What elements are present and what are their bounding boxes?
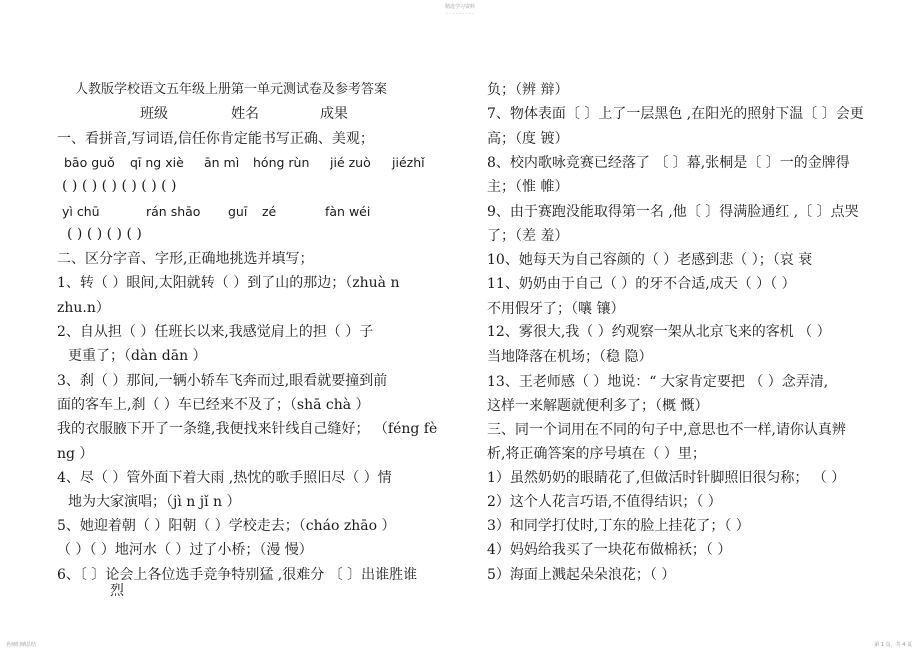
- text-line: 主；（惟 帷）: [487, 179, 569, 195]
- text-line: guī: [228, 204, 248, 219]
- text-line: yì chū: [62, 204, 100, 219]
- text-line: 3）和同学打仗时,丁东的脸上挂花了；（ ）: [487, 518, 750, 534]
- text-line: 7、物体表面〔 〕上了一层黑色 ,在阳光的照射下温〔 〕会更: [487, 106, 864, 122]
- text-line: 6、〔 〕论会上各位选手竞争特别猛 ,很难分 〔 〕出谁胜谁: [57, 567, 418, 583]
- text-line: hóng rùn: [253, 155, 310, 170]
- text-line: zé: [262, 204, 277, 219]
- text-line: 11、奶奶由于自己（ ）的牙不合适,成天（ ）（ ）: [487, 276, 796, 292]
- text-line: 当地降落在机场；（稳 隐）: [487, 349, 653, 365]
- text-line: 姓名: [231, 106, 259, 122]
- text-line: 地为大家演唱；（jì n jǐ n ）: [68, 494, 241, 510]
- text-line: fàn wéi: [325, 204, 371, 219]
- text-line: 析,将正确答案的序号填在（ ）里；: [487, 446, 706, 462]
- footer-left: 名师归纳总结: [6, 642, 37, 648]
- header-watermark-line1: 精选学习资料: [444, 4, 475, 10]
- text-line: 4、尽（ ）管外面下着大雨 ,热忱的歌手照旧尽（ ）情: [57, 470, 392, 486]
- text-line: zhu.n）: [57, 300, 110, 316]
- text-line: 成果: [320, 106, 348, 122]
- text-line: ( ) ( ) ( ) ( ) ( ) ( ): [62, 178, 177, 194]
- text-line: 5）海面上溅起朵朵浪花；（ ）: [487, 567, 676, 583]
- text-line: 8、校内歌咏竞赛已经落了 〔 〕幕,张桐是〔 〕一的金牌得: [487, 155, 850, 171]
- text-line: 我的衣服腋下开了一条缝,我便找来针线自己缝好； （féng fè: [57, 421, 438, 437]
- text-line: 面的客车上,刹（ ）车已经来不及了；（shā chà ）: [57, 397, 370, 413]
- text-line: jiézhǐ: [392, 155, 425, 170]
- text-line: 3、刹（ ）那间,一辆小轿车飞奔而过,眼看就要撞到前: [57, 373, 388, 389]
- text-line: 4）妈妈给我买了一块花布做棉袄；（ ）: [487, 542, 732, 558]
- text-line: 2、自从担（ ）任班长以来,我感觉肩上的担（ ）子: [57, 324, 374, 340]
- text-line: 人教版学校语文五年级上册第一单元测试卷及参考答案: [75, 82, 388, 97]
- text-line: 5、她迎着朝（ ）阳朝（ ）学校走去；（cháo zhāo ）: [57, 518, 396, 534]
- text-line: 9、由于赛跑没能取得第一名 ,他〔 〕得满脸通红 ,〔 〕点哭: [487, 204, 859, 220]
- text-line: 不用假牙了；（嚷 镶）: [487, 301, 625, 317]
- text-line: 10、她每天为自己容颜的（ ）老感到悲（ ）；（哀 衰: [487, 252, 813, 268]
- text-line: 1）虽然奶奶的眼睛花了,但做活时针脚照旧很匀称； （ ）: [487, 470, 846, 486]
- footer-page-number: 第 1 页，共 4 页: [874, 642, 912, 648]
- text-line: 烈: [110, 583, 124, 599]
- text-line: 这样一来解题就便利多了；（概 慨）: [487, 398, 709, 414]
- text-line: 负；（辨 辩）: [487, 82, 569, 98]
- header-watermark-line2: - - - - - - - - -: [446, 11, 474, 17]
- text-line: 了；（差 羞）: [487, 228, 569, 244]
- text-line: 1、转（ ）眼间,太阳就转（ ）到了山的那边；（zhuà n: [57, 275, 400, 291]
- text-line: 12、雾很大,我（ ）约观察一架从北京飞来的客机 （ ）: [487, 324, 831, 340]
- text-line: ( ) ( ) ( ) ( ): [67, 226, 142, 242]
- text-line: 13、王老师感（ ）地说：“ 大家肯定要把 （ ）念弄清,: [487, 374, 829, 390]
- text-line: rán shāo: [146, 204, 201, 219]
- text-line: bāo guǒ: [64, 155, 115, 170]
- text-line: 班级: [140, 106, 168, 122]
- text-line: 一、看拼音,写词语,信任你肯定能书写正确、美观；: [57, 131, 374, 147]
- text-line: 2）这个人花言巧语,不值得结识；（ ）: [487, 494, 722, 510]
- text-line: （ ）（ ）地河水（ ）过了小桥；（漫 慢）: [57, 542, 313, 558]
- text-line: ān mì: [204, 155, 240, 170]
- text-line: 三、同一个词用在不同的句子中,意思也不一样,请你认真辨: [487, 422, 846, 438]
- text-line: jié zuò: [330, 155, 371, 170]
- text-line: ng ）: [57, 446, 94, 462]
- text-line: 二、区分字音、字形,正确地挑选并填写；: [57, 251, 314, 267]
- text-line: 高；（度 镀）: [487, 131, 569, 147]
- text-line: 更重了；（dàn dān ）: [68, 348, 207, 364]
- text-line: qī ng xiè: [130, 155, 184, 170]
